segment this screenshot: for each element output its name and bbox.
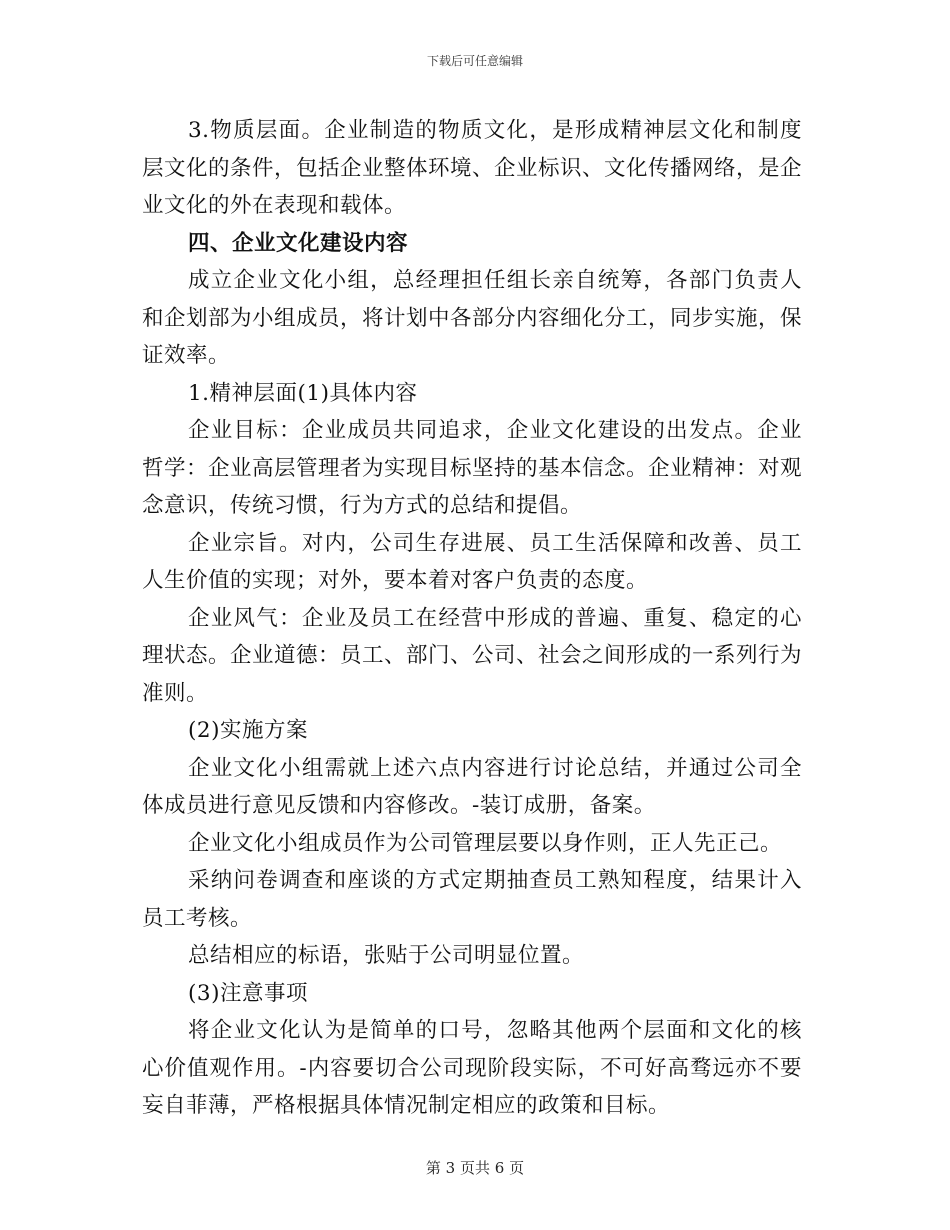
paragraph-culture-group: 成立企业文化小组，总经理担任组长亲自统筹，各部门负责人和企划部为小组成员，将计划中各部分内容细化分工，同步实施，保证效率。 [142, 268, 803, 368]
document-body [142, 112, 802, 1125]
paragraph-survey-check: 采纳问卷调查和座谈的方式定期抽查员工熟知程度，结果计入员工考核。 [142, 868, 802, 931]
paragraph-enterprise-purpose: 企业宗旨。对内，公司生存进展、员工生活保障和改善、员工人生价值的实现；对外，要本着对客户负责的态度。 [142, 530, 802, 593]
page-header-note: 下载后可任意编辑 [426, 54, 523, 68]
paragraph-group-discussion: 企业文化小组需就上述六点内容进行讨论总结，并通过公司全体成员进行意见反馈和内容修改。-装订成册，备案。 [142, 755, 802, 818]
subheading-spirit-level: 1.精神层面(1)具体内容 [188, 380, 418, 406]
paragraph-enterprise-ethos: 企业风气：企业及员工在经营中形成的普遍、重复、稳定的心理状态。企业道德：员工、部门、公司、社会之间形成的一系列行为准则。 [142, 605, 803, 706]
paragraph-precautions-detail: 将企业文化认为是简单的口号，忽略其他两个层面和文化的核心价值观作用。-内容要切合公司现阶段实际，不可好高骛远亦不要妄自菲薄，严格根据具体情况制定相应的政策和目标。 [142, 1018, 802, 1118]
page-number-footer: 第 3 页共 6 页 [425, 1159, 525, 1177]
paragraph-lead-by-example: 企业文化小组成员作为公司管理层要以身作则，正人先正己。 [188, 830, 783, 856]
subheading-implementation-plan: (2)实施方案 [188, 718, 308, 743]
paragraph-material-level: 3.物质层面。企业制造的物质文化，是形成精神层文化和制度层文化的条件，包括企业整体环境、企业标识、文化传播网络，是企业文化的外在表现和载体。 [142, 118, 803, 218]
subheading-precautions: (3)注意事项 [188, 980, 308, 1006]
paragraph-enterprise-goals: 企业目标：企业成员共同追求，企业文化建设的出发点。企业哲学：企业高层管理者为实现目标坚持的基本信念。企业精神：对观念意识，传统习惯，行为方式的总结和提倡。 [142, 418, 803, 518]
section-heading-culture-content: 四、企业文化建设内容 [188, 230, 409, 256]
paragraph-slogans: 总结相应的标语，张贴于公司明显位置。 [188, 943, 585, 968]
